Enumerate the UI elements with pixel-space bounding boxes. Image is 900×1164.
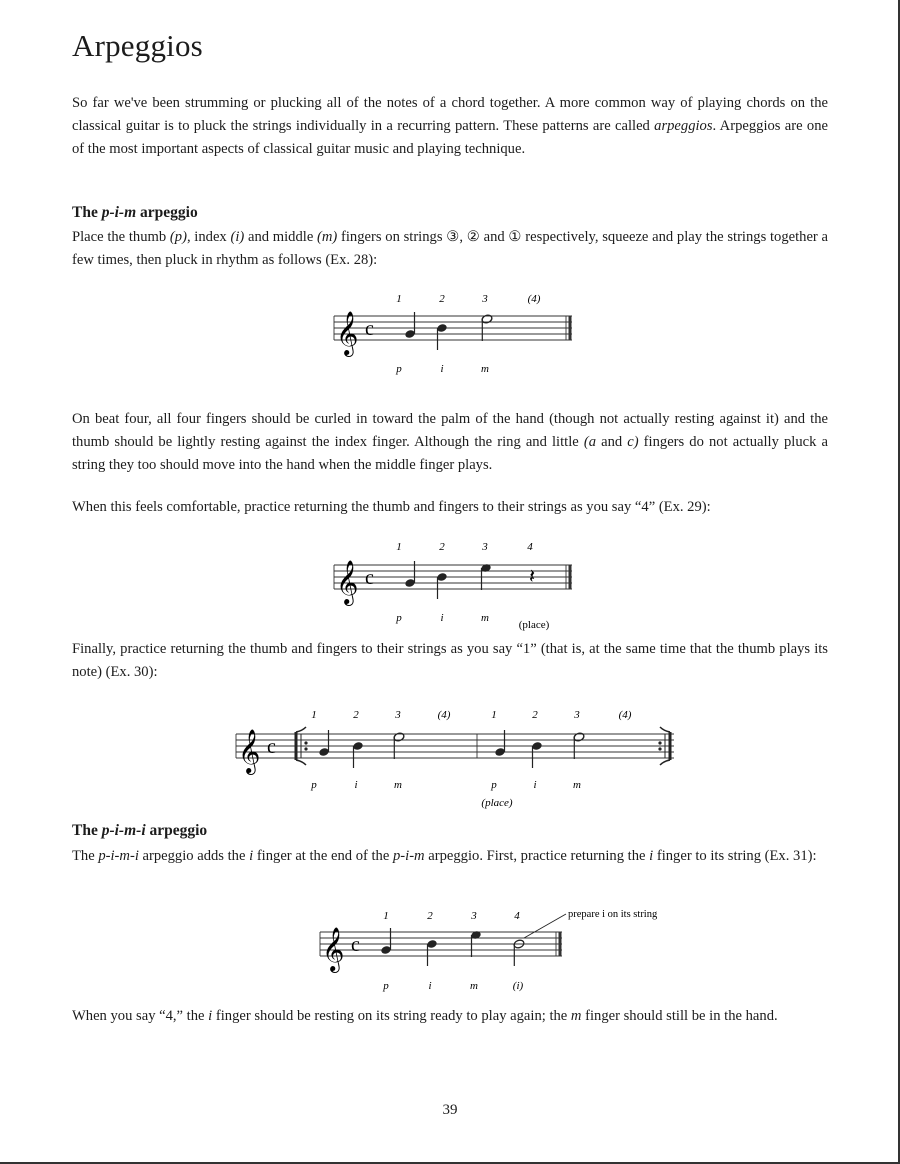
treble-clef-icon: 𝄞 [322,929,345,971]
example-29-staff [330,533,580,635]
count-3: 3 [471,910,477,922]
pim-paragraph-4: Finally, practice returning the thumb and fingers to their strings as you say “1” (that is, at the same time that the thumb plays its note) (Ex. 30): [72,641,828,680]
count-2: 2 [353,709,359,721]
finger-i: i [533,779,537,791]
finger-p: p [491,779,497,791]
count-4: (4) [527,293,541,305]
treble-clef-icon: 𝄞 [336,562,359,604]
time-signature: c [267,736,276,758]
note-b [531,741,542,768]
pim-heading: The p-i-m arpeggio [72,204,198,221]
count-1: 1 [396,541,402,553]
finger-m: m [481,612,489,624]
note-b [436,572,447,599]
pimi-heading: The p-i-m-i arpeggio [72,822,208,839]
finger-i: i [428,980,432,992]
time-signature: c [365,318,374,340]
count-1: 1 [311,709,317,721]
count-2: 2 [439,541,445,553]
note-b [436,323,447,350]
treble-clef-icon: 𝄞 [238,731,261,773]
finger-p: p [396,612,402,624]
example-31-staff [316,900,716,1000]
pimi-paragraph-2: When you say “4,” the i finger should be resting on its string ready to play again; the m finger should still be in the hand. [72,1008,778,1024]
pim-paragraph-2: On beat four, all four fingers should be curled in toward the palm of the hand (though not actually resting against it) and the thumb should be lightly resting against the index finger. Although the ring and little (a and c) fingers do not actually pluck a string they too should move into the hand when the middle finger plays. [72,411,828,473]
pim-paragraph-1: Place the thumb (p), index (i) and middle (m) fingers on strings ③, ② and ① respectively, squeeze and play the strings together a few times, then pluck in rhythm as follows (Ex. 28): [72,229,828,268]
pim-paragraph-3: When this feels comfortable, practice returning the thumb and fingers to their strings as you say “4” (Ex. 29): [72,499,711,515]
finger-i: i [440,363,444,375]
example-28-staff [330,288,580,383]
count-1: 1 [396,293,402,305]
count-1: 1 [491,709,497,721]
note-b-hollow [513,939,525,966]
finger-i: i [440,612,444,624]
note-e-half [573,732,585,759]
note-e-half [393,732,405,759]
count-3: 3 [482,293,488,305]
finger-m: m [481,363,489,375]
note-b [352,741,363,768]
time-signature: c [365,567,374,589]
count-3: 3 [482,541,488,553]
count-2: 2 [439,293,445,305]
example-30-staff [232,700,682,815]
note-e [480,563,491,590]
pimi-paragraph-1: The p-i-m-i arpeggio adds the i finger at the end of the p-i-m arpeggio. First, practice returning the i finger to its string (Ex. 31): [72,848,817,864]
place-label: (place) [481,797,513,809]
page-number: 39 [442,1102,458,1118]
count-2: 2 [532,709,538,721]
count-1: 1 [383,910,389,922]
finger-i: i [354,779,358,791]
intro-paragraph: So far we've been strumming or plucking all of the notes of a chord together. A more common way of playing chords on the classical guitar is to pluck the strings individually in a recurring pattern. These patterns are called arpeggios. Arpeggios are one of the most important aspects of classical guitar music and playing technique. [72,95,828,157]
quarter-rest-icon: 𝄽 [528,566,536,588]
finger-p: p [311,779,317,791]
finger-p: p [383,980,389,992]
treble-clef-icon: 𝄞 [336,313,359,355]
note-e [470,930,481,957]
annotation-label: prepare i on its string [568,909,658,920]
finger-p: p [396,363,402,375]
finger-m: m [394,779,402,791]
count-2: 2 [427,910,433,922]
page-title: Arpeggios [72,28,203,63]
note-e-half [481,314,493,341]
finger-m: m [470,980,478,992]
count-4: 4 [514,910,520,922]
finger-i-paren: (i) [512,980,524,992]
place-label: (place) [518,619,550,631]
finger-m: m [573,779,581,791]
count-4: (4) [618,709,632,721]
time-signature: c [351,934,360,956]
note-b [426,939,437,966]
count-3: 3 [395,709,401,721]
count-3: 3 [574,709,580,721]
count-4: 4 [527,541,533,553]
count-4: (4) [437,709,451,721]
